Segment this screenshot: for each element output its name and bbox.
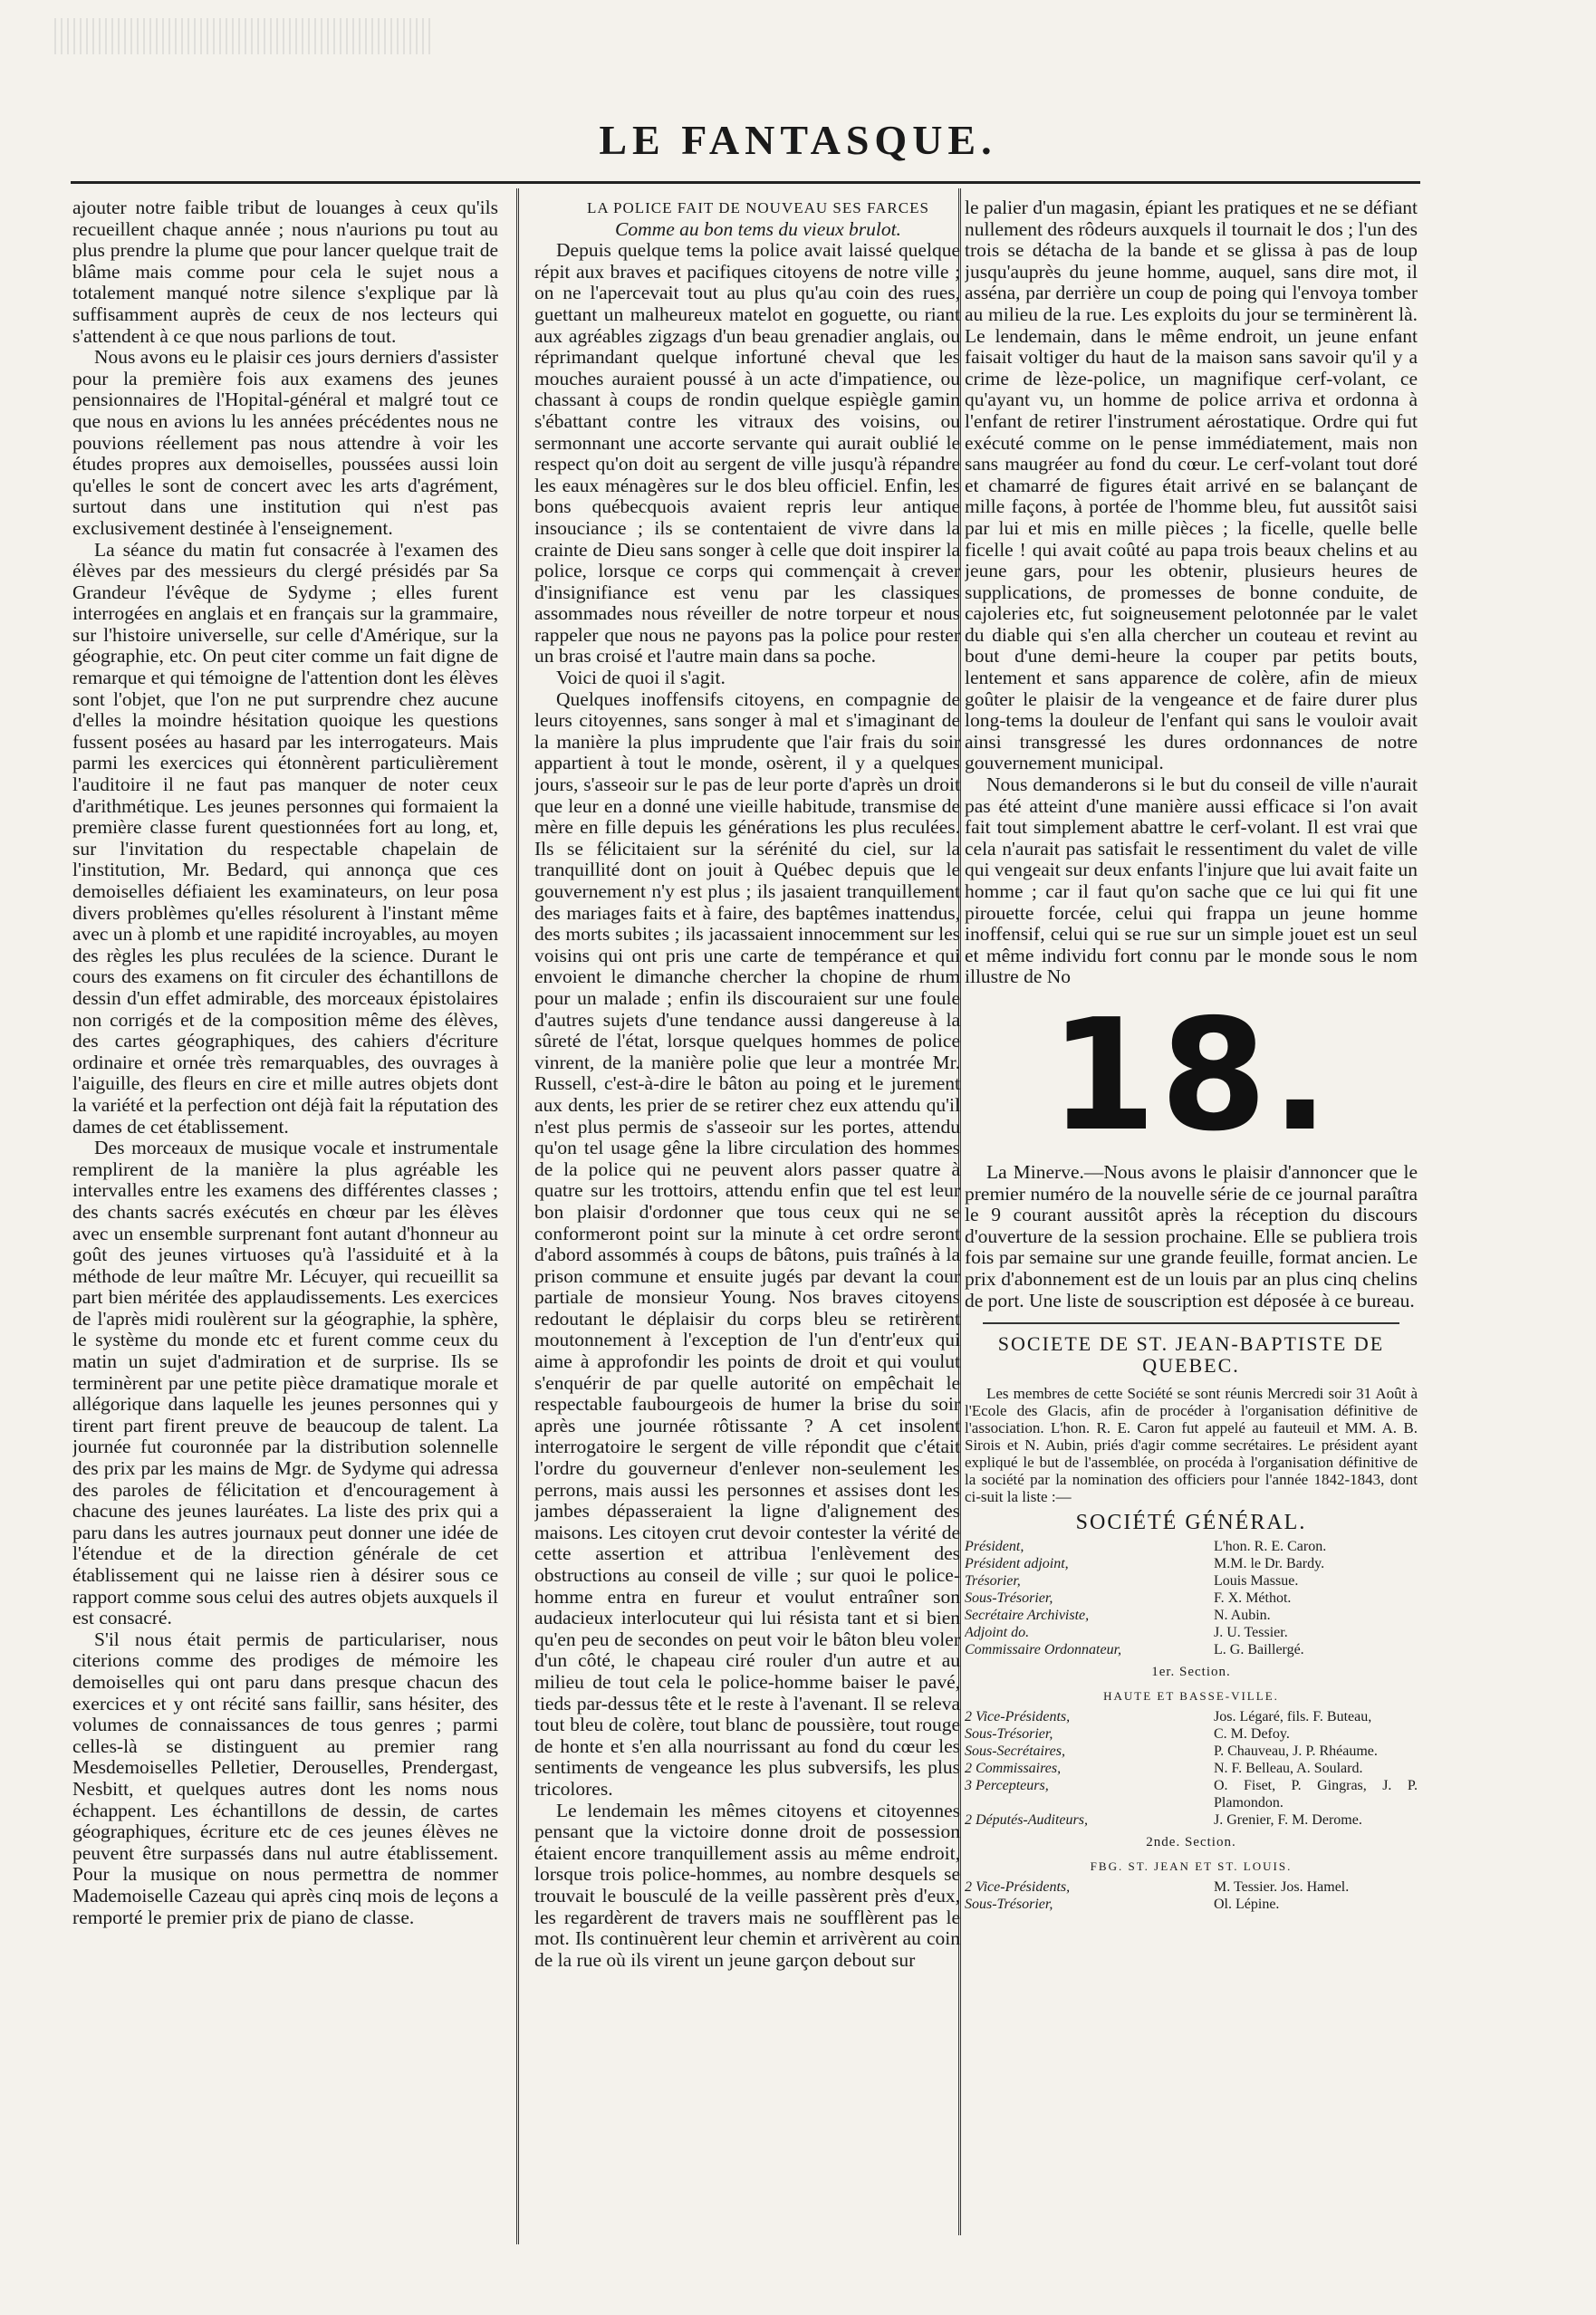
officer-name: L'hon. R. E. Caron. <box>1214 1538 1327 1554</box>
article-subtitle: Comme au bon tems du vieux brulot. <box>615 217 901 240</box>
section-2-area: FBG. ST. JEAN ET ST. LOUIS. <box>1090 1859 1293 1873</box>
col2-paragraph: Le lendemain les mêmes citoyens et citoyennes pensant que la victoire donne droit de possession étaient encore tranquillement assis au même endroit, lorsque trois police-hommes, au nombre desquels se trouvait le bousculé de la veille passèrent près d'eux, les regardèrent de travers mais ne soufflèrent pas le mot. Ils continuèrent leur chemin et arrivèrent au coin de la rue où ils virent un jeune garçon debout sur <box>534 1799 960 1971</box>
officer-row <box>965 1624 1418 1641</box>
col1-paragraph: S'il nous était permis de particulariser, nous citerions comme des prodiges de mémoire les demoiselles qui ont paru dans presque chacun des exercices et y ont récité sans faillir, sans hésiter, des volumes de connaissances de tous genres ; parmi celles-là se distinguent au premier rang Mesdemoiselles Pelletier, Derouselles, Prendergast, Nesbitt, et quelques autres dont les noms nous échappent. Les échantillons de dessin, de cartes géographiques, écriture etc de ces jeunes élèves ne peuvent être surpassés dans nul autre établissement. Pour la musique on nous permettra de nommer Mademoiselle Cazeau qui après cinq mois de leçons a remporté le premier prix de piano de classe. <box>72 1628 498 1928</box>
col2-paragraph: Depuis quelque tems la police avait laissé quelque répit aux braves et pacifiques citoyens de notre ville ; on ne l'apercevait tout au plus qu'au coin des rues, guettant un malheureux matelot en goguette, ou riant aux agréables zigzags d'un beau grenadier anglais, ou réprimandant quelque infortuné cheval que les mouches auraient poussé à un acte d'impatience, ou chassant à coups de rondin quelque espiègle gamin s'ébattant contre les vitraux des voisins, ou sermonnant une accorte servante qui aurait oublié le respect qu'on doit au sergent de ville jusqu'à répandre les eaux ménagères sur le dos bleu officiel. Enfin, les bons québecquois avaient repris leur antique insouciance ; ils se contentaient de vivre dans la crainte de Dieu sans songer à celle que doit inspirer la police, lorsque ce corps qui commençait à crever d'insignifiance est venu par les classiques assommades nous réveiller de notre torpeur et nous rappeler que nous ne payons pas la police pour rester un bras croisé et l'autre main dans sa poche. <box>534 239 960 668</box>
officer-role: Sous-Secrétaires, <box>965 1743 1065 1760</box>
officer-name: M.M. le Dr. Bardy. <box>1214 1555 1325 1571</box>
column-3 <box>965 197 1418 2244</box>
col3-paragraph: le palier d'un magasin, épiant les pratiques et ne se défiant nullement des rôdeurs auxquels il tournait le dos ; l'un des trois se détacha de la bande et se glissa à pas de loup jusqu'auprès du jeune homme, auquel, sans dire mot, il asséna, par derrière un coup de poing qui l'envoya tomber au milieu de la rue. Les exploits du jour se terminèrent là. Le lendemain, dans le même endroit, un jeune enfant faisait voltiger du haut de la maison sans savoir qu'il y a crime de lèze-police, un magnifique cerf-volant, ce qu'ayant vu, un homme de police arriva et ordonna à l'enfant de retirer l'instrument aérostatique. Ordre qui fut exécuté comme on le pense immédiatement, mais non sans maugréer au fond du cœur. Le cerf-volant tout doré et chamarré de figures était arrivé en se balançant de mille façons, à portée de l'homme bleu, fut aussitôt saisi par lui et mis en mille pièces ; la ficelle, quelle belle ficelle ! qui avait coûté au papa trois beaux chelins et au jeune gars, pour les obtenir, plusieurs heures de supplications, de promesses de bonne conduite, de cajoleries etc, fut soigneusement pelotonnée par le valet du diable qui s'en alla chercher un couteau et revint au bout d'une demi-heure la couper par petits bouts, lentement et sans apparence de colère, afin de mieux goûter le plaisir de la vengeance et de faire durer plus long-tems la douleur de l'enfant qui sans le vouloir avait ainsi transgressé les dures ordonnances de notre gouvernement municipal. <box>965 197 1418 774</box>
officer-role: Président adjoint, <box>965 1555 1069 1571</box>
officer-row <box>965 1760 1418 1777</box>
column-divider-1 <box>516 188 519 2244</box>
officer-row <box>965 1896 1418 1913</box>
officer-row <box>965 1743 1418 1760</box>
officer-role: 3 Percepteurs, <box>965 1778 1049 1794</box>
officers-title: SOCIÉTÉ GÉNÉRAL. <box>1075 1511 1307 1535</box>
column-1 <box>72 197 498 2253</box>
officer-role: Commissaire Ordonnateur, <box>965 1641 1122 1657</box>
officer-row <box>965 1572 1418 1590</box>
col2-paragraph: Voici de quoi il s'agit. <box>556 667 726 689</box>
societe-text: Les membres de cette Société se sont réunis Mercredi soir 31 Août à l'Ecole des Glacis, afin de procéder à l'organisation définitive de l'association. L'hon. R. E. Caron fut appelé au fauteuil et MM. A. B. Sirois et N. Aubin, priés d'agir comme secrétaires. Le président ayant expliqué le but de l'assemblée, on procéda à l'organisation définitive de la société par la nomination des officiers pour l'année 1842-1843, dont ci-suit la liste :— <box>965 1385 1418 1506</box>
officer-role: 2 Vice-Présidents, <box>965 1879 1071 1896</box>
section-1-heading: 1er. Section. <box>1151 1664 1231 1679</box>
officer-row <box>965 1708 1418 1725</box>
officer-name: L. G. Baillergé. <box>1214 1641 1304 1657</box>
minerve-notice: La Minerve.—Nous avons le plaisir d'annoncer que le premier numéro de la nouvelle série de ce journal paraîtra le 9 courant aussitôt après la réception du discours d'ouverture de la session prochaine. Elle se publiera trois fois par semaine sur une grande feuille, format ancien. Le prix d'abonnement est de un louis par an plus cinq chelins de port. Une liste de souscription est déposée à ce bureau. <box>965 1160 1418 1311</box>
officer-role: Trésorier, <box>965 1572 1021 1589</box>
officer-role: Sous-Trésorier, <box>965 1726 1053 1743</box>
section-rule <box>983 1322 1399 1324</box>
officer-row <box>965 1811 1418 1829</box>
section-1-table <box>965 1708 1418 1829</box>
section-1-area: HAUTE ET BASSE-VILLE. <box>1103 1688 1279 1703</box>
col3-paragraph: Nous demanderons si le but du conseil de ville n'aurait pas été atteint d'une manière aussi efficace si l'on avait fait tout simplement abattre le cerf-volant. Il est vrai que cela n'aurait pas satisfait le ressentiment du valet de ville qui vengeait sur deux enfants l'injure que lui avait faite un homme ; car il faut qu'on sache que ce lui qui fit une pirouette forcée, celui qui frappa un jeune homme inoffensif, celui qui se rue sur un simple jouet est un seul et même individu fort connu par le monde sous le nom illustre de No <box>965 773 1418 988</box>
officer-name: N. Aubin. <box>1214 1607 1271 1623</box>
officer-role: Secrétaire Archiviste, <box>965 1607 1090 1623</box>
officer-name: P. Chauveau, J. P. Rhéaume. <box>1214 1743 1378 1760</box>
officer-name: J. U. Tessier. <box>1214 1624 1288 1640</box>
officer-row <box>965 1725 1418 1743</box>
officer-role: 2 Députés-Auditeurs, <box>965 1812 1088 1829</box>
officer-row <box>965 1590 1418 1607</box>
col1-paragraph: Nous avons eu le plaisir ces jours derniers d'assister pour la première fois aux examens des jeunes pensionnaires de l'Hopital-général et malgré tout ce que nous en avions lu les années précédentes nous ne pouvions réellement pas nous attendre à voir les études propres aux demoiselles, poussées aussi loin qu'elles le sont de concert avec les arts d'agrément, surtout dans une institution qui n'est pas exclusivement destinée à l'enseignement. <box>72 346 498 539</box>
societe-heading: SOCIETE DE ST. JEAN-BAPTISTE DE QUEBEC. <box>997 1332 1385 1377</box>
officer-row <box>965 1555 1418 1572</box>
officer-row <box>965 1641 1418 1658</box>
officer-name: M. Tessier. Jos. Hamel. <box>1214 1879 1350 1896</box>
officer-name: Jos. Légaré, fils. F. Buteau, <box>1214 1709 1372 1725</box>
officer-name: N. F. Belleau, A. Soulard. <box>1214 1761 1363 1777</box>
officers-table <box>965 1538 1418 1658</box>
officer-name: C. M. Defoy. <box>1214 1726 1290 1743</box>
section-2-table <box>965 1878 1418 1913</box>
newspaper-masthead: LE FANTASQUE. <box>599 117 997 163</box>
column-2 <box>534 197 960 2244</box>
article-heading-police: LA POLICE FAIT DE NOUVEAU SES FARCES <box>587 199 929 216</box>
section-2-heading: 2nde. Section. <box>1146 1835 1236 1850</box>
scan-noise <box>54 18 435 54</box>
officer-role: Adjoint do. <box>965 1624 1030 1640</box>
officer-name: J. Grenier, F. M. Derome. <box>1214 1812 1362 1829</box>
officer-row <box>965 1878 1418 1896</box>
officer-name: Louis Massue. <box>1214 1572 1299 1589</box>
officer-name: O. Fiset, P. Gingras, J. P. Plamondon. <box>1214 1778 1418 1811</box>
officer-row <box>965 1538 1418 1555</box>
masthead-rule <box>71 181 1420 184</box>
officer-row <box>965 1607 1418 1624</box>
officer-role: Sous-Trésorier, <box>965 1897 1053 1913</box>
col1-paragraph: La séance du matin fut consacrée à l'examen des élèves par des messieurs du clergé présidés par Sa Grandeur l'évêque de Sydyme ; elles furent interrogées en anglais et en français sur la grammaire, sur l'histoire universelle, sur celle d'Amérique, sur la géographie, etc. On peut citer comme un fait digne de remarque et qui témoigne de l'attention dont les élèves sont l'objet, que l'on ne put surprendre chez aucune d'elles la moindre hésitation quoique les questions fussent posées au hasard par les interrogateurs. Mais parmi les exercices qui étonnèrent particulièrement l'auditoire il ne faut pas manquer de noter ceux d'arithmétique. Les jeunes personnes qui formaient la première classe furent questionnées fort au long, et, sur l'invitation du respectable chapelain de l'institution, Mr. Bedard, qui annonça que ces demoiselles défiaient les examinateurs, on leur posa divers problèmes qu'elles résolurent à l'instant même avec un à plomb et une rapidité incroyables, au moyen des règles les plus reculées de la science. Durant le cours des examens on fit circuler des échantillons de dessin d'un effet admirable, des morceaux épistolaires non corrigés et de la composition même des élèves, des cartes géographiques, des cahiers d'écriture ordinaire et ornée très remarquables, des ouvrages à l'aiguille, des fleurs en cire et mille autres objets dont la variété et la perfection ont déjà fait la réputation des dames de cet établissement. <box>72 538 498 1138</box>
officer-role: 2 Vice-Présidents, <box>965 1709 1071 1725</box>
officer-role: Sous-Trésorier, <box>965 1590 1053 1606</box>
col1-paragraph: ajouter notre faible tribut de louanges à ceux qu'ils recueillent chaque année ; nous n'aurions pu tout au plus prendre la plume que pour lancer quelque trait de blâme mais comme pour cela le sujet nous a totalement manqué notre silence s'explique par là suffisamment auprès de ceux de nos lecteurs qui s'attendent à ce que nous parlions de tout. <box>72 197 498 347</box>
col2-paragraph: Quelques inoffensifs citoyens, en compagnie de leurs citoyennes, sans songer à mal et s'imaginant de la manière la plus imprudente que l'air frais du soir appartient à tout le monde, osèrent, il y a quelques jours, s'asseoir sur le pas de leur porte d'après un droit que leur en a donné une vieille habitude, transmise de mère en fille depuis les générations les plus reculées. Ils se félicitaient sur la sérénité du ciel, sur la tranquillité dont on jouit à Québec depuis que le gouvernement n'y est plus ; ils jasaient tranquillement des mariages faits et à faire, des baptêmes inattendus, des morts subites ; ils jacassaient innocemment sur les voisins qui ont pris une carte de tempérance et qui envoient le dimanche chercher la chopine de rhum pour un malade ; enfin ils discouraient sur une foule d'autres sujets d'une tendance aussi dangereuse à la sûreté de l'état, lorsque quelques hommes de police vinrent, de la manière polie que leur a montrée Mr. Russell, c'est-à-dire le bâton au poing et le jurement aux dents, les prier de se retirer chez eux attendu qu'il n'est plus permis de s'asseoir sur les portes, attendu qu'on tel usage gêne la libre circulation des hommes de la police qui ne peuvent alors passer quatre à quatre sur les trottoirs, attendu enfin que tel est leur bon plaisir d'ordonner que tous ceux qui ne se conformeront point sur la minute à cet ordre seront d'abord assommés à coups de bâtons, puis traînés à la prison commune et ensuite jugés par devant la cour partiale de monsieur Young. Nos braves citoyens redoutant le déplaisir du corps bleu se retirèrent moutonnement à l'exception de l'un d'entr'eux qui aime à approfondir les points de droit et qui voulut s'enquérir de par quelle autorité on empêchait le respectable faubourgeois de humer la brise du soir après une journée rôtissante ? A cet insolent interrogatoire le sergent de ville répondit que c'était l'ordre du gouverneur d'enlever non-seulement les perrons, mais aussi les personnes et assises dont les jambes dépasseraient la ligne d'alignement des maisons. Les citoyen crut devoir contester la vérité de cette assertion et attribua l'enlèvement des obstructions au conseil de ville ; sur quoi le police-homme entra en fureur et voulut entraîner son audacieux interlocuteur qui lui résista tant et si bien qu'en peu de secondes on peut voir le bâton bleu voler d'un côté, le chapeau ciré rouler d'un autre et au milieu de tout cela le police-homme baiser le pavé, tieds par-dessus tête et le reste à l'avenant. Il se releva tout bleu de colère, tout blanc de poussière, tout rouge de honte et s'en alla nourrissant au fond du cœur les sentiments de vengeance les plus subversifs, les plus tricolores. <box>534 687 960 1800</box>
officer-row <box>965 1777 1418 1811</box>
officer-role: 2 Commissaires, <box>965 1761 1062 1777</box>
officer-name: F. X. Méthot. <box>1214 1590 1292 1606</box>
officer-role: Président, <box>965 1538 1024 1554</box>
big-number-18: 18. <box>1049 985 1333 1166</box>
col1-paragraph: Des morceaux de musique vocale et instrumentale remplirent de la manière la plus agréable les intervalles entre les examens des différentes classes ; des chants sacrés exécutés en chœur par les élèves avec un ensemble surprenant font autant d'honneur au goût des jeunes virtuoses qu'à l'assiduité et à la méthode de leur maître Mr. Lécuyer, qui recueillit sa part bien méritée des applaudissements. Les exercices de l'après midi roulèrent sur la géographie, la sphère, le système du monde etc et furent comme ceux du matin un sujet d'admiration et de surprise. Ils se terminèrent par une petite pièce dramatique morale et allégorique dans laquelle les jeunes personnes qui y tirent part firent preuve de beaucoup de talent. La journée fut couronnée par la distribution solennelle des prix par les mains de Mgr. de Sydyme qui adressa des paroles de félicitation et d'encouragement à chacune des jeunes lauréates. La liste des prix qui a paru dans les autres journaux peut donner une idée de l'étendue et de la direction générale de cet établissement qui ne laisse rien à désirer sous ce rapport comme sous celui des autres objets auxquels il est consacré. <box>72 1137 498 1629</box>
officer-name: Ol. Lépine. <box>1214 1897 1280 1913</box>
